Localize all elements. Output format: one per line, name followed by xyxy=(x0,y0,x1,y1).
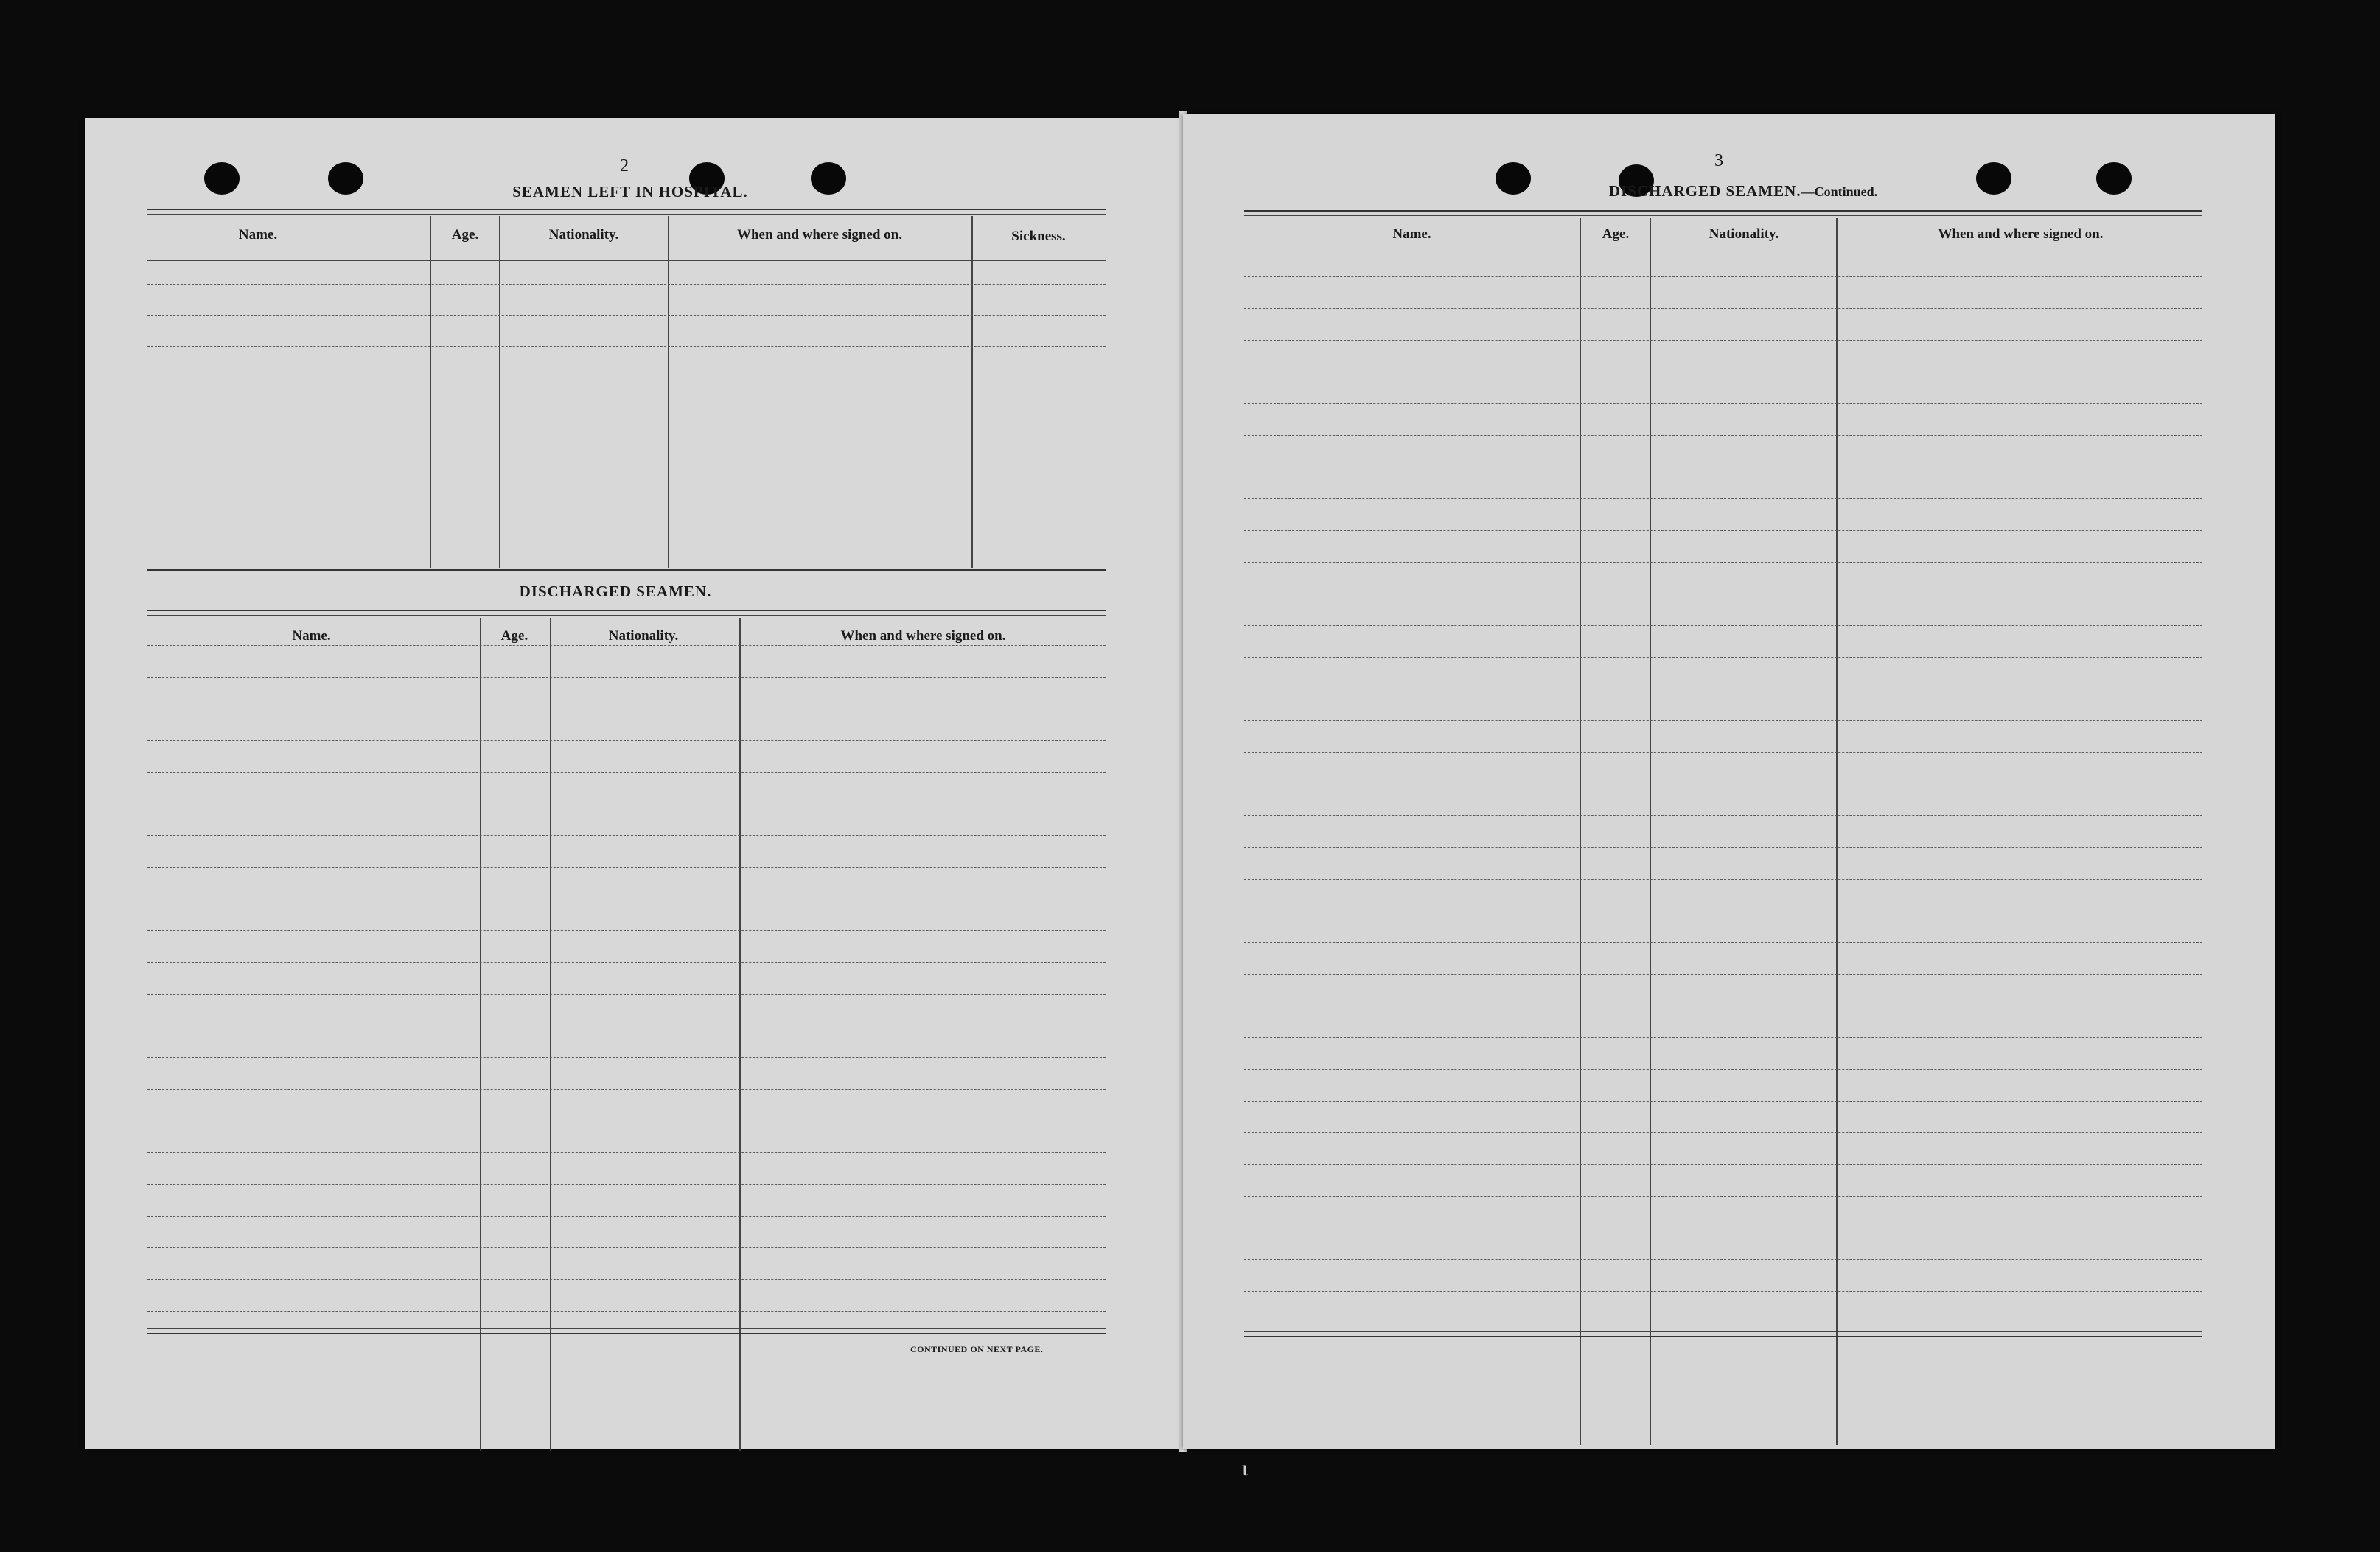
table-rule xyxy=(147,1333,1106,1334)
ruled-line xyxy=(1244,276,2202,277)
table-rule xyxy=(1244,1331,2202,1332)
ruled-line xyxy=(1244,1132,2202,1133)
col-header-when-where: When and where signed on. xyxy=(736,227,902,243)
col-header-name: Name. xyxy=(238,227,278,243)
ruled-line xyxy=(1244,1037,2202,1038)
ruled-line xyxy=(147,645,1106,646)
ruled-line xyxy=(147,1152,1106,1153)
col-header-name: Name. xyxy=(292,628,331,644)
discharged-title-text: DISCHARGED SEAMEN. xyxy=(1608,182,1801,200)
col-header-nationality: Nationality. xyxy=(1709,226,1779,242)
col-header-when-where: When and where signed on. xyxy=(840,628,1006,644)
ruled-line xyxy=(147,772,1106,773)
ruled-line xyxy=(1244,1069,2202,1070)
page-number-right: 3 xyxy=(1714,151,1723,170)
ruled-line xyxy=(1244,847,2202,848)
ruled-line xyxy=(1244,815,2202,816)
ruled-line xyxy=(1244,1291,2202,1292)
left-page xyxy=(85,118,1183,1449)
ruled-line xyxy=(147,740,1106,741)
col-header-nationality: Nationality. xyxy=(548,227,619,243)
ruled-line xyxy=(1244,530,2202,531)
ruled-line xyxy=(147,994,1106,995)
ruled-line xyxy=(147,930,1106,931)
right-page xyxy=(1183,114,2275,1449)
ruled-line xyxy=(147,962,1106,963)
col-header-name: Name. xyxy=(1392,226,1431,242)
table-rule xyxy=(1244,1336,2202,1337)
ruled-line xyxy=(147,1184,1106,1185)
ruled-line xyxy=(1244,657,2202,658)
discharged-rows xyxy=(1244,114,2202,1449)
ruled-line xyxy=(1244,625,2202,626)
page-number-left: 2 xyxy=(620,156,629,175)
col-header-age: Age. xyxy=(451,227,479,243)
ruled-line xyxy=(147,867,1106,868)
scan-artifact-mark: ɩ xyxy=(1242,1456,1249,1480)
ruled-line xyxy=(1244,562,2202,563)
col-header-sickness: Sickness. xyxy=(1011,229,1066,244)
ruled-line xyxy=(1244,1164,2202,1165)
ruled-line xyxy=(1244,752,2202,753)
ruled-line xyxy=(1244,403,2202,404)
ruled-line xyxy=(147,1057,1106,1058)
discharged-rows xyxy=(147,118,1106,1452)
ruled-line xyxy=(147,1279,1106,1280)
ruled-line xyxy=(1244,720,2202,721)
ruled-line xyxy=(147,835,1106,836)
col-header-age: Age. xyxy=(500,628,528,644)
ruled-line xyxy=(147,677,1106,678)
hospital-section-title: SEAMEN LEFT IN HOSPITAL. xyxy=(512,183,748,201)
ruled-line xyxy=(1244,435,2202,436)
col-header-nationality: Nationality. xyxy=(608,628,679,644)
continued-footer: CONTINUED ON NEXT PAGE. xyxy=(910,1344,1044,1354)
table-rule xyxy=(147,1328,1106,1329)
col-header-when-where: When and where signed on. xyxy=(1938,226,2104,242)
ruled-line xyxy=(1244,498,2202,499)
ruled-line xyxy=(1244,974,2202,975)
ruled-line xyxy=(147,1089,1106,1090)
continued-suffix: —Continued. xyxy=(1801,184,1878,199)
ruled-line xyxy=(1244,879,2202,880)
ruled-line xyxy=(1244,308,2202,309)
ruled-line xyxy=(1244,942,2202,943)
ruled-line xyxy=(1244,1196,2202,1197)
ruled-line xyxy=(147,1247,1106,1248)
col-header-age: Age. xyxy=(1602,226,1630,242)
ruled-line xyxy=(1244,340,2202,341)
ruled-line xyxy=(147,1311,1106,1312)
ruled-line xyxy=(1244,1101,2202,1102)
ruled-line xyxy=(1244,1259,2202,1260)
ruled-line xyxy=(147,1216,1106,1217)
discharged-section-title: DISCHARGED SEAMEN. xyxy=(519,582,712,600)
